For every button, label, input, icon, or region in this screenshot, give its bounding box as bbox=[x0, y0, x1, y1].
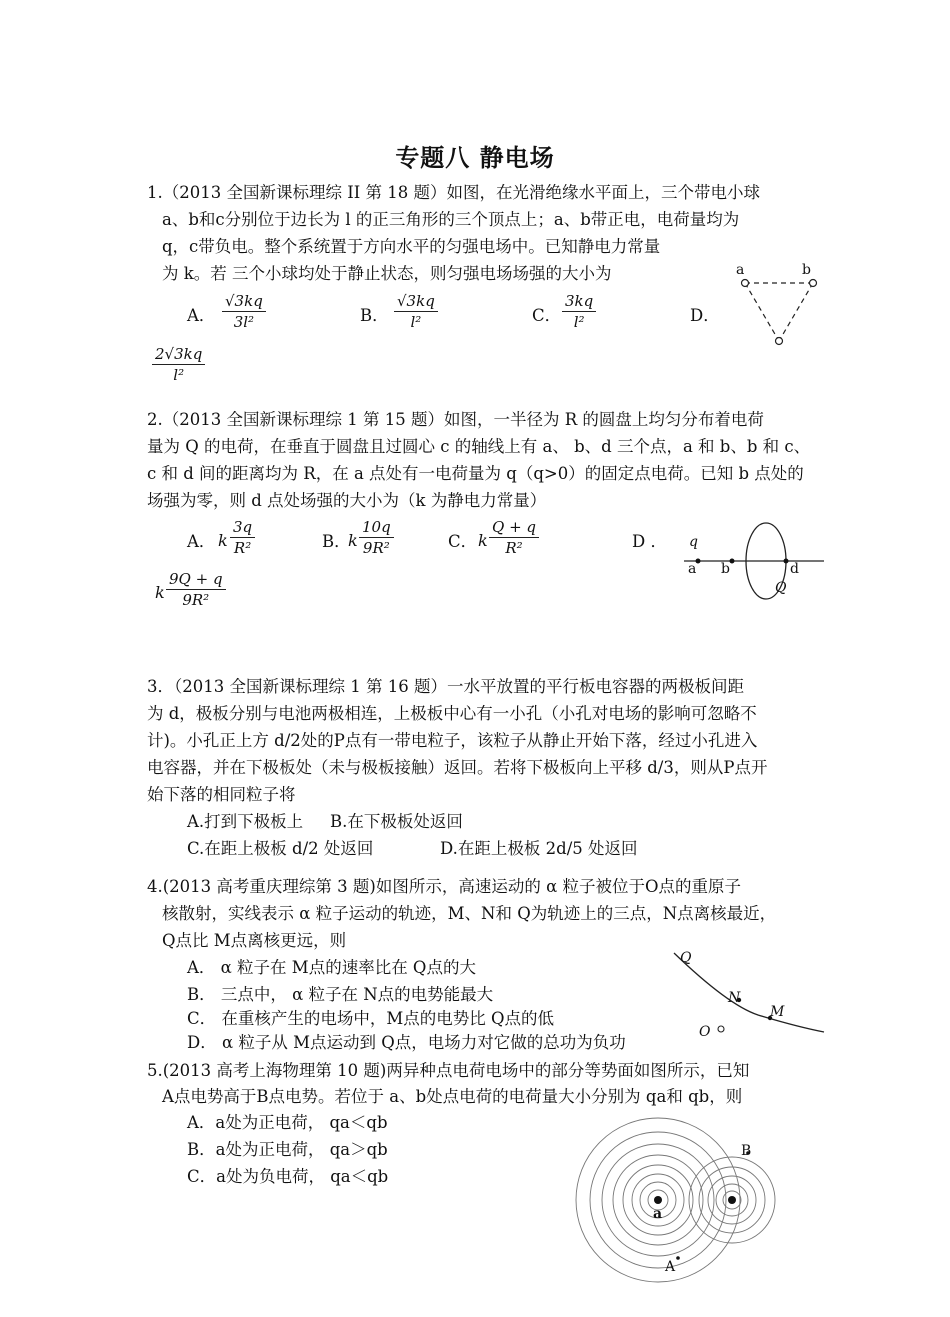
q2-line-2: 量为 Q 的电荷，在垂直于圆盘且过圆心 c 的轴线上有 a、 b、d 三个点，a 和 b、b 和 c、 bbox=[147, 437, 811, 456]
q2-fig-label-q: q bbox=[689, 534, 698, 550]
q2-disk-figure bbox=[680, 518, 830, 608]
q2-option-a-label: A． bbox=[187, 532, 216, 551]
q2-fig-label-b: b bbox=[721, 561, 730, 577]
q2-fig-label-d: d bbox=[790, 561, 799, 577]
q1-option-a-fraction bbox=[222, 292, 266, 331]
q3-line-5: 始下落的相同粒子将 bbox=[147, 785, 296, 804]
q2-line-4: 场强为零，则 d 点处场强的大小为（k 为静电力常量） bbox=[147, 491, 547, 510]
q4-fig-label-M: M bbox=[770, 1004, 785, 1020]
q1-line-4: 为 k。若 三个小球均处于静止状态，则匀强电场场强的大小为 bbox=[162, 264, 612, 283]
q2-fig-label-a: a bbox=[688, 561, 697, 577]
q1-fig-label-a: a bbox=[736, 262, 745, 278]
q2-fig-label-Q: Q bbox=[775, 580, 787, 596]
q2-b-numerator: 10q bbox=[359, 518, 394, 538]
q2-line-1: 2.（2013 全国新课标理综 1 第 15 题）如图，一半径为 R 的圆盘上均匀分布着电荷 bbox=[147, 410, 764, 429]
page-title: 专题八 静电场 bbox=[395, 144, 555, 172]
q5-option-c: C．a处为负电荷， qa＜qb bbox=[187, 1167, 389, 1186]
q2-a-denominator: R² bbox=[233, 539, 252, 557]
q2-option-c-k: k bbox=[478, 531, 488, 550]
q2-d-denominator: 9R² bbox=[182, 591, 210, 609]
q3-line-3: 计)。小孔正上方 d/2处的P点有一带电粒子，该粒子从静止开始下落，经过小孔进入 bbox=[147, 731, 758, 750]
q1-option-b-fraction bbox=[394, 292, 438, 331]
q1-b-numerator: √3kq bbox=[394, 292, 438, 312]
q5-line-2: A点电势高于B点电势。若位于 a、b处点电荷的电荷量大小分别为 qa和 qb，则 bbox=[162, 1087, 743, 1106]
q2-option-d-fraction bbox=[166, 570, 226, 609]
q2-option-c-label: C． bbox=[448, 532, 478, 551]
q3-option-c: C.在距上极板 d/2 处返回 bbox=[187, 839, 374, 858]
q2-option-a-k: k bbox=[218, 531, 228, 550]
q2-option-a-fraction bbox=[230, 518, 255, 557]
q1-option-d-label: D． bbox=[690, 306, 720, 325]
q4-trajectory-figure bbox=[668, 945, 828, 1045]
q1-d-denominator: l² bbox=[173, 366, 185, 384]
q5-equipotential-figure bbox=[570, 1130, 810, 1310]
q4-line-3: Q点比 M点离核更远，则 bbox=[162, 931, 347, 950]
q4-line-2: 核散射，实线表示 α 粒子运动的轨迹，M、N和 Q为轨迹上的三点，N点离核最近， bbox=[162, 904, 777, 923]
q2-d-numerator: 9Q + q bbox=[166, 570, 226, 590]
q3-line-1: 3．（2013 全国新课标理综 1 第 16 题）一水平放置的平行板电容器的两极板间距 bbox=[147, 677, 744, 696]
q1-line-1: 1.（2013 全国新课标理综 II 第 18 题）如图，在光滑绝缘水平面上，三个带电小球 bbox=[147, 183, 760, 202]
q1-b-denominator: l² bbox=[410, 313, 422, 331]
q4-option-b: B． 三点中， α 粒子在 N点的电势能最大 bbox=[187, 985, 494, 1004]
q2-option-b-label: B． bbox=[322, 532, 351, 551]
q4-fig-label-Q: Q bbox=[680, 950, 692, 966]
q1-d-numerator: 2√3kq bbox=[152, 345, 205, 365]
q4-option-c: C． 在重核产生的电场中，M点的电势比 Q点的低 bbox=[187, 1009, 555, 1028]
q5-fig-label-B: B bbox=[741, 1143, 752, 1159]
q1-c-numerator: 3kq bbox=[562, 292, 596, 312]
q4-fig-label-O: O bbox=[699, 1024, 711, 1040]
q2-option-b-fraction bbox=[359, 518, 394, 557]
q2-option-d-k: k bbox=[155, 583, 165, 602]
q1-c-denominator: l² bbox=[573, 313, 585, 331]
q3-option-a: A.打到下极板上 bbox=[187, 812, 304, 831]
q4-option-a: A． α 粒子在 M点的速率比在 Q点的大 bbox=[187, 958, 476, 977]
q1-line-2: a、b和c分别位于边长为 l 的正三角形的三个顶点上；a、b带正电，电荷量均为 bbox=[162, 210, 740, 229]
q4-option-d: D． α 粒子从 M点运动到 Q点，电场力对它做的总功为负功 bbox=[187, 1033, 626, 1052]
q5-option-b: B．a处为正电荷， qa＞qb bbox=[187, 1140, 388, 1159]
q2-a-numerator: 3q bbox=[230, 518, 255, 538]
q3-option-b: B.在下极板处返回 bbox=[330, 812, 463, 831]
q2-option-d-label: D ． bbox=[632, 532, 667, 551]
q5-fig-label-a: a bbox=[653, 1206, 663, 1222]
q2-b-denominator: 9R² bbox=[362, 539, 390, 557]
q1-a-numerator: √3kq bbox=[222, 292, 266, 312]
q3-option-d: D.在距上极板 2d/5 处返回 bbox=[440, 839, 638, 858]
q3-line-2: 为 d，极板分别与电池两极相连，上极板中心有一小孔（小孔对电场的影响可忽略不 bbox=[147, 704, 757, 723]
q5-fig-label-A: A bbox=[665, 1259, 676, 1275]
q1-option-a-label: A． bbox=[187, 306, 216, 325]
q1-option-c-label: C． bbox=[532, 306, 562, 325]
q2-option-c-fraction bbox=[489, 518, 539, 557]
q2-c-numerator: Q + q bbox=[489, 518, 539, 538]
q1-option-d-fraction bbox=[152, 345, 205, 384]
q5-option-a: A．a处为正电荷， qa＜qb bbox=[187, 1113, 388, 1132]
q1-line-3: q，c带负电。整个系统置于方向水平的匀强电场中。已知静电力常量 bbox=[162, 237, 661, 256]
q5-line-1: 5.(2013 高考上海物理第 10 题)两异种点电荷电场中的部分等势面如图所示，已知 bbox=[147, 1061, 750, 1080]
q2-c-denominator: R² bbox=[505, 539, 523, 557]
q3-line-4: 电容器，并在下极板处（未与极板接触）返回。若将下极板向上平移 d/3，则从P点开 bbox=[147, 758, 768, 777]
q1-option-c-fraction bbox=[562, 292, 596, 331]
q4-fig-label-N: N bbox=[728, 990, 741, 1006]
q1-fig-label-b: b bbox=[802, 262, 811, 278]
q4-line-1: 4.(2013 高考重庆理综第 3 题)如图所示，高速运动的 α 粒子被位于O点的重原子 bbox=[147, 877, 741, 896]
q2-line-3: c 和 d 间的距离均为 R，在 a 点处有一电荷量为 q（q>0）的固定点电荷。已知 b 点处的 bbox=[147, 464, 804, 483]
q2-option-b-k: k bbox=[348, 531, 358, 550]
q1-a-denominator: 3l² bbox=[233, 313, 255, 331]
q1-option-b-label: B． bbox=[360, 306, 389, 325]
